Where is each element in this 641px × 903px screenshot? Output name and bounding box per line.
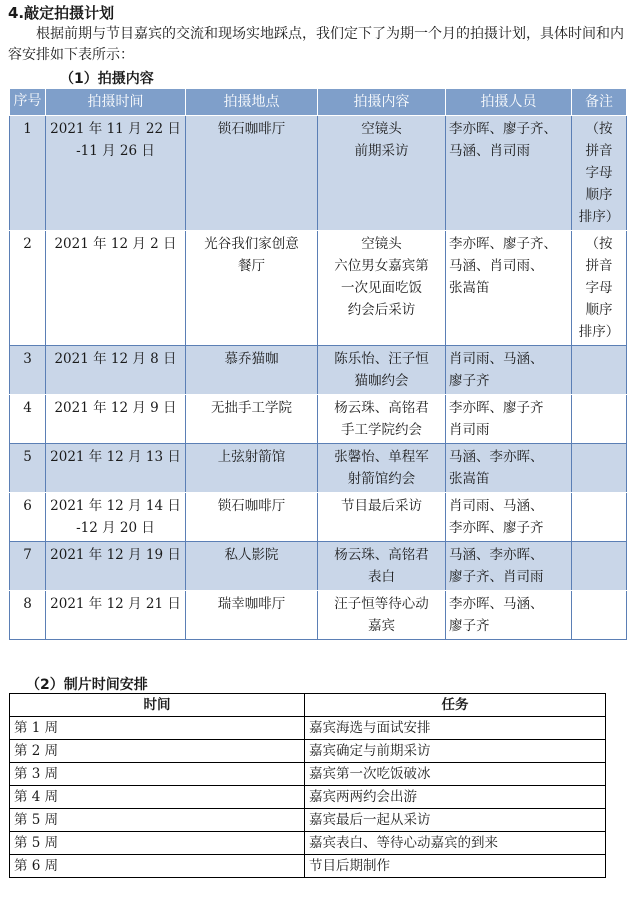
cell-task: 嘉宾表白、等待心动嘉宾的到来 [305,832,606,855]
cell-content: 汪子恒等待心动 嘉宾 [318,591,446,640]
cell-time: 2021 年 12 月 9 日 [46,395,186,444]
cell-note [572,591,627,640]
header-cell-week: 时间 [10,694,305,717]
cell-week: 第 5 周 [10,832,305,855]
header-cell-time: 拍摄时间 [46,89,186,116]
cell-time: 2021 年 12 月 2 日 [46,231,186,346]
cell-staff: 李亦晖、马涵、 廖子齐 [446,591,572,640]
cell-week: 第 5 周 [10,809,305,832]
shooting-plan-table [9,88,627,640]
cell-no: 5 [10,444,46,493]
cell-staff: 李亦晖、廖子齐、 马涵、肖司雨 [446,116,572,231]
cell-place: 私人影院 [186,542,318,591]
cell-note [572,493,627,542]
cell-staff: 马涵、李亦晖、 张嵩笛 [446,444,572,493]
cell-staff: 肖司雨、马涵、 李亦晖、廖子齐 [446,493,572,542]
cell-note [572,346,627,395]
cell-staff: 肖司雨、马涵、 廖子齐 [446,346,572,395]
cell-time: 2021 年 12 月 21 日 [46,591,186,640]
table-row [10,116,627,231]
table-row [10,542,627,591]
cell-note [572,395,627,444]
header-cell-staff: 拍摄人员 [446,89,572,116]
cell-no: 2 [10,231,46,346]
cell-week: 第 1 周 [10,717,305,740]
cell-content: 空镜头 前期采访 [318,116,446,231]
cell-content: 空镜头 六位男女嘉宾第 一次见面吃饭 约会后采访 [318,231,446,346]
table-row [10,346,627,395]
cell-no: 1 [10,116,46,231]
production-schedule-table [9,693,606,878]
table-row [10,832,606,855]
table-row [10,231,627,346]
cell-time: 2021 年 11 月 22 日 -11 月 26 日 [46,116,186,231]
header-cell-content: 拍摄内容 [318,89,446,116]
cell-staff: 李亦晖、廖子齐、 马涵、肖司雨、 张嵩笛 [446,231,572,346]
table-row [10,740,606,763]
cell-staff: 马涵、李亦晖、 廖子齐、肖司雨 [446,542,572,591]
intro-paragraph: 根据前期与节目嘉宾的交流和现场实地踩点，我们定下了为期一个月的拍摄计划，具体时间和内容安排如下表所示： [8,26,624,63]
cell-task: 节目后期制作 [305,855,606,878]
table-row [10,444,627,493]
cell-content: 张馨怡、单程军 射箭馆约会 [318,444,446,493]
cell-note [572,542,627,591]
cell-place: 锁石咖啡厅 [186,116,318,231]
cell-note: （按 拼音 字母 顺序 排序） [572,116,627,231]
cell-no: 3 [10,346,46,395]
cell-time: 2021 年 12 月 14 日 -12 月 20 日 [46,493,186,542]
cell-place: 光谷我们家创意 餐厅 [186,231,318,346]
table-row [10,717,606,740]
cell-no: 7 [10,542,46,591]
table-header-row [10,694,606,717]
cell-content: 杨云珠、高铭君 手工学院约会 [318,395,446,444]
cell-place: 上弦射箭馆 [186,444,318,493]
table-header-row [10,89,627,116]
cell-time: 2021 年 12 月 13 日 [46,444,186,493]
header-cell-note: 备注 [572,89,627,116]
header-cell-no: 序号 [10,89,46,116]
header-cell-place: 拍摄地点 [186,89,318,116]
cell-place: 慕乔猫咖 [186,346,318,395]
cell-no: 4 [10,395,46,444]
cell-task: 嘉宾最后一起从采访 [305,809,606,832]
cell-content: 杨云珠、高铭君 表白 [318,542,446,591]
table-row [10,809,606,832]
subsection-title-schedule: （2）制片时间安排 [26,677,148,693]
cell-task: 嘉宾海选与面试安排 [305,717,606,740]
cell-task: 嘉宾确定与前期采访 [305,740,606,763]
cell-week: 第 6 周 [10,855,305,878]
cell-task: 嘉宾两两约会出游 [305,786,606,809]
cell-place: 无拙手工学院 [186,395,318,444]
cell-note: （按 拼音 字母 顺序 排序） [572,231,627,346]
cell-no: 6 [10,493,46,542]
section-heading: 4.敲定拍摄计划 [8,4,115,22]
cell-content: 陈乐怡、汪子恒 猫咖约会 [318,346,446,395]
cell-time: 2021 年 12 月 8 日 [46,346,186,395]
table-row [10,591,627,640]
table-row [10,855,606,878]
table-row [10,395,627,444]
subsection-title-shooting: （1）拍摄内容 [60,71,154,87]
cell-staff: 李亦晖、廖子齐 肖司雨 [446,395,572,444]
table-row [10,786,606,809]
cell-content: 节目最后采访 [318,493,446,542]
table-row [10,493,627,542]
cell-place: 瑞幸咖啡厅 [186,591,318,640]
cell-week: 第 4 周 [10,786,305,809]
cell-task: 嘉宾第一次吃饭破冰 [305,763,606,786]
header-cell-task: 任务 [305,694,606,717]
cell-note [572,444,627,493]
cell-place: 锁石咖啡厅 [186,493,318,542]
cell-time: 2021 年 12 月 19 日 [46,542,186,591]
cell-week: 第 3 周 [10,763,305,786]
cell-week: 第 2 周 [10,740,305,763]
table-row [10,763,606,786]
cell-no: 8 [10,591,46,640]
